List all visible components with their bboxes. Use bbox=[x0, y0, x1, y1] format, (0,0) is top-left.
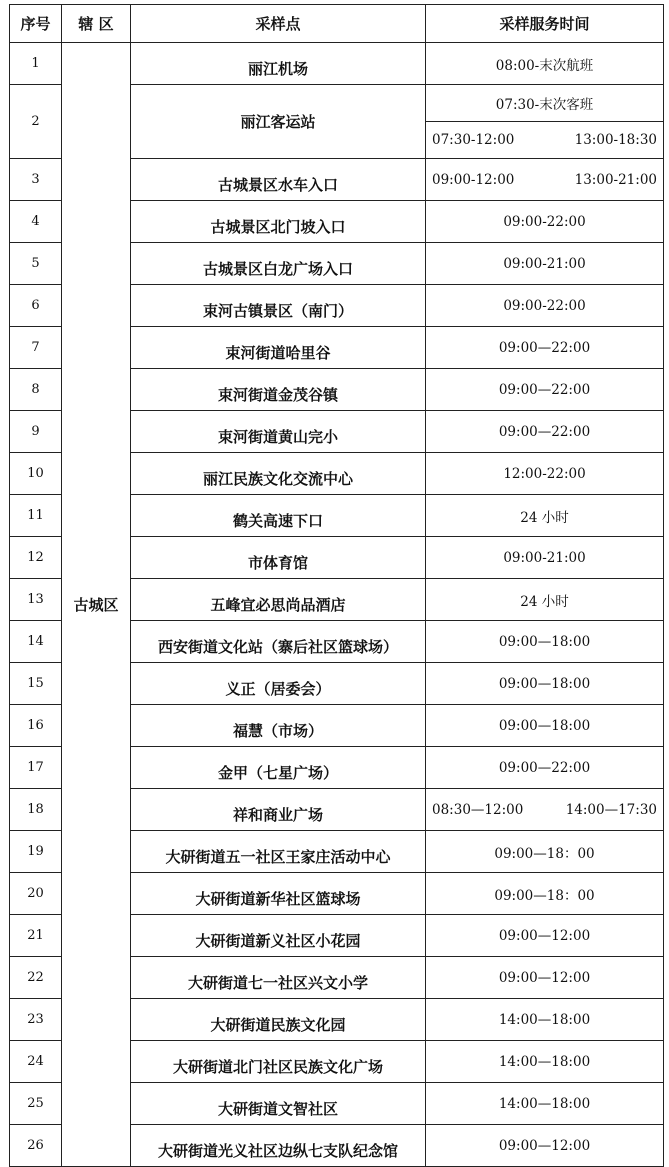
row-hours: 09:00—22:00 bbox=[426, 327, 664, 369]
row-site: 祥和商业广场 bbox=[131, 789, 426, 831]
row-no: 14 bbox=[10, 621, 62, 663]
row-no: 2 bbox=[10, 85, 62, 159]
row-site: 大研街道七一社区兴文小学 bbox=[131, 957, 426, 999]
row-hours: 09:00—18:00 bbox=[426, 621, 664, 663]
row-hours: 09:00—22:00 bbox=[426, 747, 664, 789]
header-hours: 采样服务时间 bbox=[426, 5, 664, 43]
row-hours: 08:00-末次航班 bbox=[426, 43, 664, 85]
district-cell: 古城区 bbox=[62, 43, 131, 1167]
row-hours: 09:00—18:00 bbox=[426, 663, 664, 705]
row-site: 丽江机场 bbox=[131, 43, 426, 85]
row-hours: 09:00-21:00 bbox=[426, 243, 664, 285]
row-no: 15 bbox=[10, 663, 62, 705]
row-hours: 09:00—12:00 bbox=[426, 1125, 664, 1167]
row-site: 福慧（市场） bbox=[131, 705, 426, 747]
row-no: 24 bbox=[10, 1041, 62, 1083]
row-no: 4 bbox=[10, 201, 62, 243]
row-hours: 09:00—18：00 bbox=[426, 873, 664, 915]
hours-afternoon: 14:00—17:30 bbox=[565, 801, 657, 818]
row-hours: 12:00-22:00 bbox=[426, 453, 664, 495]
row-site: 古城景区北门坡入口 bbox=[131, 201, 426, 243]
row-site: 鹤关高速下口 bbox=[131, 495, 426, 537]
row-hours: 14:00—18:00 bbox=[426, 1041, 664, 1083]
row-no: 13 bbox=[10, 579, 62, 621]
row-no: 19 bbox=[10, 831, 62, 873]
hours-morning: 09:00-12:00 bbox=[432, 171, 515, 188]
row-no: 3 bbox=[10, 159, 62, 201]
table-row bbox=[10, 43, 664, 85]
row-site: 大研街道民族文化园 bbox=[131, 999, 426, 1041]
hours-morning: 08:30—12:00 bbox=[432, 801, 524, 818]
sampling-sites-table bbox=[9, 4, 664, 1167]
row-no: 26 bbox=[10, 1125, 62, 1167]
row-site: 古城景区白龙广场入口 bbox=[131, 243, 426, 285]
row-hours-split bbox=[426, 789, 664, 831]
row-site: 古城景区水车入口 bbox=[131, 159, 426, 201]
header-row bbox=[10, 5, 664, 43]
row-site: 大研街道五一社区王家庄活动中心 bbox=[131, 831, 426, 873]
row-hours: 09:00—18:00 bbox=[426, 705, 664, 747]
row-no: 1 bbox=[10, 43, 62, 85]
row-site: 束河古镇景区（南门） bbox=[131, 285, 426, 327]
row-site: 束河街道哈里谷 bbox=[131, 327, 426, 369]
row-hours: 09:00-21:00 bbox=[426, 537, 664, 579]
row-no: 25 bbox=[10, 1083, 62, 1125]
row-site: 大研街道文智社区 bbox=[131, 1083, 426, 1125]
row-site: 西安街道文化站（寨后社区篮球场） bbox=[131, 621, 426, 663]
row-hours: 09:00-22:00 bbox=[426, 285, 664, 327]
row-no: 20 bbox=[10, 873, 62, 915]
row-hours: 09:00—12:00 bbox=[426, 915, 664, 957]
row-hours: 24 小时 bbox=[426, 495, 664, 537]
row-hours: 09:00—22:00 bbox=[426, 411, 664, 453]
row-site: 义正（居委会） bbox=[131, 663, 426, 705]
row-no: 23 bbox=[10, 999, 62, 1041]
header-site: 采样点 bbox=[131, 5, 426, 43]
row-site: 五峰宜必思尚品酒店 bbox=[131, 579, 426, 621]
row-site: 大研街道光义社区边纵七支队纪念馆 bbox=[131, 1125, 426, 1167]
hours-afternoon: 13:00-18:30 bbox=[574, 132, 657, 148]
row-hours: 14:00—18:00 bbox=[426, 1083, 664, 1125]
row-site: 束河街道金茂谷镇 bbox=[131, 369, 426, 411]
row-hours-split bbox=[426, 159, 664, 201]
row-no: 7 bbox=[10, 327, 62, 369]
row-hours: 09:00—18：00 bbox=[426, 831, 664, 873]
row-site: 金甲（七星广场） bbox=[131, 747, 426, 789]
row-no: 17 bbox=[10, 747, 62, 789]
row-no: 18 bbox=[10, 789, 62, 831]
row-no: 9 bbox=[10, 411, 62, 453]
row-no: 5 bbox=[10, 243, 62, 285]
row-no: 6 bbox=[10, 285, 62, 327]
row-no: 21 bbox=[10, 915, 62, 957]
row-hours: 09:00-22:00 bbox=[426, 201, 664, 243]
row-site: 大研街道新华社区篮球场 bbox=[131, 873, 426, 915]
row-hours: 07:30-末次客班 bbox=[426, 85, 664, 122]
row-site: 束河街道黄山完小 bbox=[131, 411, 426, 453]
row-hours: 14:00—18:00 bbox=[426, 999, 664, 1041]
hours-afternoon: 13:00-21:00 bbox=[574, 171, 657, 188]
row-site: 大研街道北门社区民族文化广场 bbox=[131, 1041, 426, 1083]
row-hours: 09:00—22:00 bbox=[426, 369, 664, 411]
row-hours: 09:00—12:00 bbox=[426, 957, 664, 999]
row-no: 11 bbox=[10, 495, 62, 537]
row-no: 22 bbox=[10, 957, 62, 999]
row-site: 大研街道新义社区小花园 bbox=[131, 915, 426, 957]
hours-morning: 07:30-12:00 bbox=[432, 132, 515, 148]
row-hours-split bbox=[426, 122, 664, 159]
header-district: 辖 区 bbox=[62, 5, 131, 43]
row-site: 市体育馆 bbox=[131, 537, 426, 579]
row-no: 10 bbox=[10, 453, 62, 495]
row-site: 丽江民族文化交流中心 bbox=[131, 453, 426, 495]
row-no: 12 bbox=[10, 537, 62, 579]
row-no: 16 bbox=[10, 705, 62, 747]
row-no: 8 bbox=[10, 369, 62, 411]
row-site: 丽江客运站 bbox=[131, 85, 426, 159]
header-no: 序号 bbox=[10, 5, 62, 43]
row-hours: 24 小时 bbox=[426, 579, 664, 621]
